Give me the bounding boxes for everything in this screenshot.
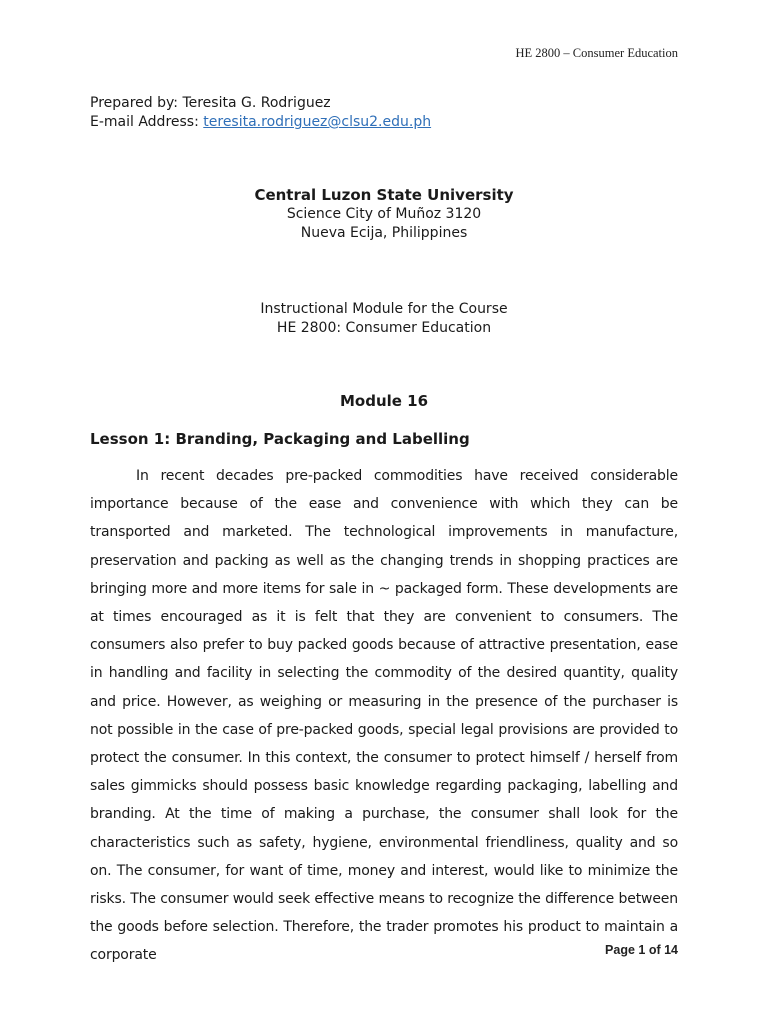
email-label: E-mail Address: [90, 114, 204, 130]
prepared-by: Prepared by: Teresita G. Rodriguez [90, 95, 331, 111]
email-line [90, 113, 431, 132]
body-paragraph: In recent decades pre-packed commodities have received considerable importance because of the ease and convenience with which they can be transported and marketed. The technological improvements in manufacture, preservation and packing as well as the changing trends in shopping practices are bringing more and more items for sale in ~ packaged form. These developments are at times encouraged as it is felt that they are convenient to consumers. The consumers also prefer to buy packed goods because of attractive presentation, ease in handling and facility in selecting the commodity of the desired quantity, quality and price. However, as weighing or measuring in the presence of the purchaser is not possible in the case of pre-packed goods, special legal provisions are provided to protect the consumer. In this context, the consumer to protect himself / herself from sales gimmicks should possess basic knowledge regarding packaging, labelling and branding. At the time of making a purchase, the consumer shall look for the characteristics such as safety, hygiene, environmental friendliness, quality and so on. The consumer, for want of time, money and interest, would like to minimize the risks. The consumer would seek effective means to recognize the difference between the goods before selection. Therefore, the trader promotes his product to maintain a corporate [90, 468, 678, 964]
university-name: Central Luzon State University [254, 186, 514, 204]
university-address-line2: Nueva Ecija, Philippines [300, 225, 468, 241]
email-link[interactable]: teresita.rodriguez@clsu2.edu.ph [203, 114, 432, 130]
course-line1: Instructional Module for the Course [260, 301, 508, 317]
course-line2: HE 2800: Consumer Education [276, 320, 492, 336]
page-number: Page 1 of 14 [605, 943, 678, 957]
university-block [0, 186, 768, 243]
running-header: HE 2800 – Consumer Education [515, 46, 678, 60]
university-address-line1: Science City of Muñoz 3120 [286, 206, 482, 222]
course-block [0, 300, 768, 338]
preparer-info [90, 94, 431, 132]
lesson-title: Lesson 1: Branding, Packaging and Labelling [90, 430, 470, 448]
module-title: Module 16 [339, 392, 429, 410]
